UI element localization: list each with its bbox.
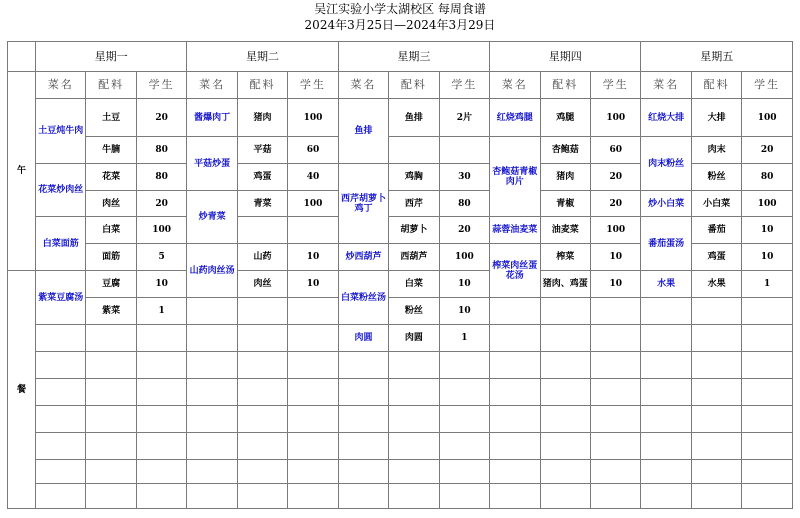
ingredient-cell: 粉丝: [389, 298, 439, 325]
quantity-column-header: 学生: [590, 72, 640, 99]
quantity-cell: 100: [439, 244, 489, 271]
quantity-cell: [136, 433, 186, 460]
quantity-cell: 100: [742, 191, 793, 217]
dish-name-cell: [338, 484, 388, 509]
quantity-cell: 10: [288, 271, 338, 298]
ingredient-column-header: 配料: [86, 72, 136, 99]
ingredient-cell: [237, 217, 287, 244]
ingredient-cell: [237, 460, 287, 484]
dish-column-header: 菜名: [641, 72, 691, 99]
quantity-cell: 100: [288, 191, 338, 217]
ingredient-cell: [237, 325, 287, 352]
dish-name-cell: [36, 406, 86, 433]
ingredient-cell: 肉丝: [237, 271, 287, 298]
quantity-cell: [288, 484, 338, 509]
ingredient-cell: 猪肉、鸡蛋: [540, 271, 590, 298]
day-header: 星期四: [490, 42, 641, 72]
ingredient-cell: 青菜: [237, 191, 287, 217]
ingredient-cell: [237, 406, 287, 433]
ingredient-cell: [540, 379, 590, 406]
dish-name-cell: [641, 379, 691, 406]
ingredient-cell: [86, 484, 136, 509]
ingredient-cell: [540, 406, 590, 433]
ingredient-cell: [540, 433, 590, 460]
day-header: 星期三: [338, 42, 489, 72]
quantity-cell: [590, 298, 640, 325]
ingredient-cell: [389, 137, 439, 164]
ingredient-cell: [691, 352, 741, 379]
dish-name-cell: 肉末粉丝: [641, 137, 691, 191]
dish-name-cell: [490, 379, 540, 406]
dish-name-cell: 炒小白菜: [641, 191, 691, 217]
dish-name-cell: 红烧鸡腿: [490, 99, 540, 137]
quantity-cell: [136, 352, 186, 379]
ingredient-column-header: 配料: [540, 72, 590, 99]
dish-name-cell: 榨菜肉丝蛋花汤: [490, 244, 540, 298]
quantity-cell: 10: [439, 298, 489, 325]
dish-name-cell: 炒青菜: [187, 191, 237, 244]
quantity-cell: [590, 484, 640, 509]
ingredient-cell: 番茄: [691, 217, 741, 244]
ingredient-cell: 猪肉: [237, 99, 287, 137]
ingredient-cell: 平菇: [237, 137, 287, 164]
dish-name-cell: [187, 325, 237, 352]
ingredient-cell: 鱼排: [389, 99, 439, 137]
dish-name-cell: [641, 298, 691, 325]
table-row: [8, 484, 793, 509]
ingredient-cell: [540, 298, 590, 325]
dish-name-cell: [490, 484, 540, 509]
dish-name-cell: [641, 325, 691, 352]
ingredient-cell: [86, 352, 136, 379]
quantity-cell: 80: [742, 164, 793, 191]
quantity-cell: 20: [742, 137, 793, 164]
quantity-cell: 10: [742, 217, 793, 244]
ingredient-cell: 大排: [691, 99, 741, 137]
dish-column-header: 菜名: [338, 72, 388, 99]
dish-name-cell: 红烧大排: [641, 99, 691, 137]
quantity-cell: 100: [742, 99, 793, 137]
ingredient-cell: [86, 379, 136, 406]
dish-column-header: 菜名: [187, 72, 237, 99]
dish-name-cell: 肉圆: [338, 325, 388, 352]
dish-name-cell: 鱼排: [338, 99, 388, 164]
dish-name-cell: [338, 460, 388, 484]
quantity-cell: [136, 325, 186, 352]
dish-name-cell: [187, 379, 237, 406]
table-row: [8, 271, 793, 298]
ingredient-cell: [389, 379, 439, 406]
dish-name-cell: 杏鲍菇青椒肉片: [490, 137, 540, 217]
table-row: [8, 433, 793, 460]
quantity-cell: [288, 217, 338, 244]
quantity-cell: [288, 433, 338, 460]
ingredient-cell: 肉圆: [389, 325, 439, 352]
ingredient-cell: [691, 484, 741, 509]
dish-name-cell: [641, 460, 691, 484]
quantity-cell: 1: [439, 325, 489, 352]
ingredient-cell: 猪肉: [540, 164, 590, 191]
quantity-cell: [288, 460, 338, 484]
dish-name-cell: [36, 325, 86, 352]
weekly-menu-table: [7, 41, 793, 499]
dish-column-header: 菜名: [36, 72, 86, 99]
dish-name-cell: 蒜蓉油麦菜: [490, 217, 540, 244]
ingredient-cell: [389, 433, 439, 460]
ingredient-cell: 西葫芦: [389, 244, 439, 271]
dish-name-cell: 白菜面筋: [36, 217, 86, 271]
quantity-cell: [288, 352, 338, 379]
dish-name-cell: [338, 406, 388, 433]
ingredient-cell: [237, 433, 287, 460]
quantity-cell: 100: [136, 217, 186, 244]
quantity-cell: 10: [742, 244, 793, 271]
ingredient-cell: 花菜: [86, 164, 136, 191]
quantity-cell: [136, 379, 186, 406]
quantity-cell: [742, 460, 793, 484]
ingredient-cell: 肉丝: [86, 191, 136, 217]
ingredient-cell: [237, 379, 287, 406]
dish-name-cell: [187, 484, 237, 509]
quantity-cell: 20: [590, 191, 640, 217]
ingredient-cell: [237, 298, 287, 325]
ingredient-column-header: 配料: [237, 72, 287, 99]
quantity-cell: 80: [136, 164, 186, 191]
corner-cell: [8, 42, 36, 72]
ingredient-cell: 鸡腿: [540, 99, 590, 137]
quantity-cell: [742, 406, 793, 433]
ingredient-cell: 小白菜: [691, 191, 741, 217]
ingredient-cell: 杏鲍菇: [540, 137, 590, 164]
ingredient-cell: [691, 433, 741, 460]
quantity-cell: [439, 379, 489, 406]
ingredient-cell: 豆腐: [86, 271, 136, 298]
ingredient-cell: 牛腩: [86, 137, 136, 164]
dish-name-cell: [36, 433, 86, 460]
quantity-cell: [288, 298, 338, 325]
dish-name-cell: 炒西葫芦: [338, 244, 388, 271]
table-row: [8, 460, 793, 484]
ingredient-cell: 水果: [691, 271, 741, 298]
quantity-column-header: 学生: [136, 72, 186, 99]
table-row: [8, 298, 793, 325]
ingredient-cell: 油麦菜: [540, 217, 590, 244]
quantity-cell: [590, 325, 640, 352]
quantity-cell: [590, 379, 640, 406]
day-header: 星期一: [36, 42, 187, 72]
dish-name-cell: [187, 433, 237, 460]
quantity-cell: [742, 433, 793, 460]
ingredient-cell: 鸡蛋: [237, 164, 287, 191]
dish-name-cell: 紫菜豆腐汤: [36, 271, 86, 325]
ingredient-cell: [540, 484, 590, 509]
ingredient-cell: [540, 460, 590, 484]
quantity-cell: 20: [439, 217, 489, 244]
dish-name-cell: 番茄蛋汤: [641, 217, 691, 271]
ingredient-column-header: 配料: [691, 72, 741, 99]
quantity-cell: [742, 352, 793, 379]
day-header: 星期五: [641, 42, 793, 72]
quantity-cell: 20: [590, 164, 640, 191]
quantity-cell: [288, 379, 338, 406]
side-label-bottom: 餐: [8, 271, 36, 509]
ingredient-cell: [86, 433, 136, 460]
dish-name-cell: [187, 460, 237, 484]
quantity-cell: 2片: [439, 99, 489, 137]
quantity-cell: [439, 433, 489, 460]
dish-name-cell: [338, 379, 388, 406]
quantity-cell: [439, 406, 489, 433]
ingredient-cell: [691, 325, 741, 352]
quantity-cell: 100: [590, 217, 640, 244]
quantity-cell: [742, 484, 793, 509]
ingredient-cell: [540, 352, 590, 379]
dish-name-cell: [338, 433, 388, 460]
quantity-cell: 5: [136, 244, 186, 271]
dish-name-cell: [490, 298, 540, 325]
ingredient-cell: [691, 406, 741, 433]
dish-name-cell: 白菜粉丝汤: [338, 271, 388, 325]
quantity-cell: [590, 352, 640, 379]
quantity-cell: 20: [136, 99, 186, 137]
dish-name-cell: [490, 406, 540, 433]
quantity-cell: 80: [136, 137, 186, 164]
quantity-cell: 60: [288, 137, 338, 164]
quantity-cell: [136, 406, 186, 433]
quantity-cell: [288, 325, 338, 352]
ingredient-cell: 鸡胸: [389, 164, 439, 191]
table-row: [8, 137, 793, 164]
ingredient-cell: [389, 406, 439, 433]
ingredient-cell: [389, 484, 439, 509]
ingredient-cell: [691, 298, 741, 325]
ingredient-cell: [237, 484, 287, 509]
dish-name-cell: 水果: [641, 271, 691, 298]
ingredient-cell: 粉丝: [691, 164, 741, 191]
dish-name-cell: 酱爆肉丁: [187, 99, 237, 137]
dish-name-cell: [36, 379, 86, 406]
ingredient-cell: 鸡蛋: [691, 244, 741, 271]
dish-name-cell: [641, 352, 691, 379]
quantity-cell: [439, 137, 489, 164]
quantity-column-header: 学生: [742, 72, 793, 99]
quantity-cell: 20: [136, 191, 186, 217]
ingredient-cell: [86, 406, 136, 433]
table-row: [8, 99, 793, 137]
ingredient-cell: 白菜: [389, 271, 439, 298]
ingredient-column-header: 配料: [389, 72, 439, 99]
dish-name-cell: [490, 433, 540, 460]
quantity-cell: 40: [288, 164, 338, 191]
quantity-cell: 100: [288, 99, 338, 137]
day-header: 星期二: [187, 42, 338, 72]
quantity-column-header: 学生: [288, 72, 338, 99]
dish-name-cell: [187, 352, 237, 379]
dish-name-cell: [641, 433, 691, 460]
quantity-cell: [439, 484, 489, 509]
ingredient-cell: 西芹: [389, 191, 439, 217]
table-row: [8, 217, 793, 244]
quantity-cell: 10: [590, 271, 640, 298]
table-row: [8, 352, 793, 379]
dish-name-cell: 平菇炒蛋: [187, 137, 237, 191]
quantity-cell: 30: [439, 164, 489, 191]
ingredient-cell: 山药: [237, 244, 287, 271]
quantity-cell: [439, 460, 489, 484]
quantity-cell: [742, 379, 793, 406]
quantity-cell: 10: [590, 244, 640, 271]
dish-name-cell: [36, 460, 86, 484]
dish-name-cell: 花菜炒肉丝: [36, 164, 86, 217]
quantity-cell: [439, 352, 489, 379]
quantity-cell: [590, 460, 640, 484]
quantity-cell: 100: [590, 99, 640, 137]
table-row: [8, 325, 793, 352]
table-row: [8, 379, 793, 406]
quantity-cell: [136, 460, 186, 484]
ingredient-cell: 白菜: [86, 217, 136, 244]
ingredient-cell: [540, 325, 590, 352]
side-label-top: 午: [8, 72, 36, 271]
quantity-cell: 80: [439, 191, 489, 217]
ingredient-cell: [86, 325, 136, 352]
ingredient-cell: 青椒: [540, 191, 590, 217]
ingredient-cell: 土豆: [86, 99, 136, 137]
quantity-cell: 10: [439, 271, 489, 298]
dish-name-cell: 土豆炖牛肉: [36, 99, 86, 164]
table-row: [8, 191, 793, 217]
ingredient-cell: 肉末: [691, 137, 741, 164]
quantity-cell: 60: [590, 137, 640, 164]
ingredient-cell: 面筋: [86, 244, 136, 271]
dish-name-cell: [641, 406, 691, 433]
dish-name-cell: 西芹胡萝卜鸡丁: [338, 164, 388, 244]
dish-name-cell: [338, 352, 388, 379]
quantity-cell: 10: [136, 271, 186, 298]
page-title: 吴江实验小学太湖校区 每周食谱: [314, 2, 486, 16]
quantity-cell: 1: [136, 298, 186, 325]
quantity-cell: [742, 298, 793, 325]
ingredient-cell: [691, 379, 741, 406]
dish-column-header: 菜名: [490, 72, 540, 99]
ingredient-cell: [389, 460, 439, 484]
quantity-cell: [590, 406, 640, 433]
dish-name-cell: [490, 325, 540, 352]
quantity-cell: [288, 406, 338, 433]
quantity-cell: [590, 433, 640, 460]
dish-name-cell: 山药肉丝汤: [187, 244, 237, 298]
ingredient-cell: [691, 460, 741, 484]
dish-name-cell: [641, 484, 691, 509]
quantity-cell: 1: [742, 271, 793, 298]
ingredient-cell: 榨菜: [540, 244, 590, 271]
dish-name-cell: [36, 484, 86, 509]
ingredient-cell: [389, 352, 439, 379]
ingredient-cell: [237, 352, 287, 379]
date-range: 2024年3月25日—2024年3月29日: [304, 18, 496, 32]
quantity-cell: [136, 484, 186, 509]
quantity-cell: 10: [288, 244, 338, 271]
ingredient-cell: 紫菜: [86, 298, 136, 325]
quantity-column-header: 学生: [439, 72, 489, 99]
dish-name-cell: [187, 406, 237, 433]
dish-name-cell: [490, 352, 540, 379]
ingredient-cell: 胡萝卜: [389, 217, 439, 244]
dish-name-cell: [490, 460, 540, 484]
table-row: [8, 406, 793, 433]
ingredient-cell: [86, 460, 136, 484]
dish-name-cell: [36, 352, 86, 379]
quantity-cell: [742, 325, 793, 352]
dish-name-cell: [187, 298, 237, 325]
